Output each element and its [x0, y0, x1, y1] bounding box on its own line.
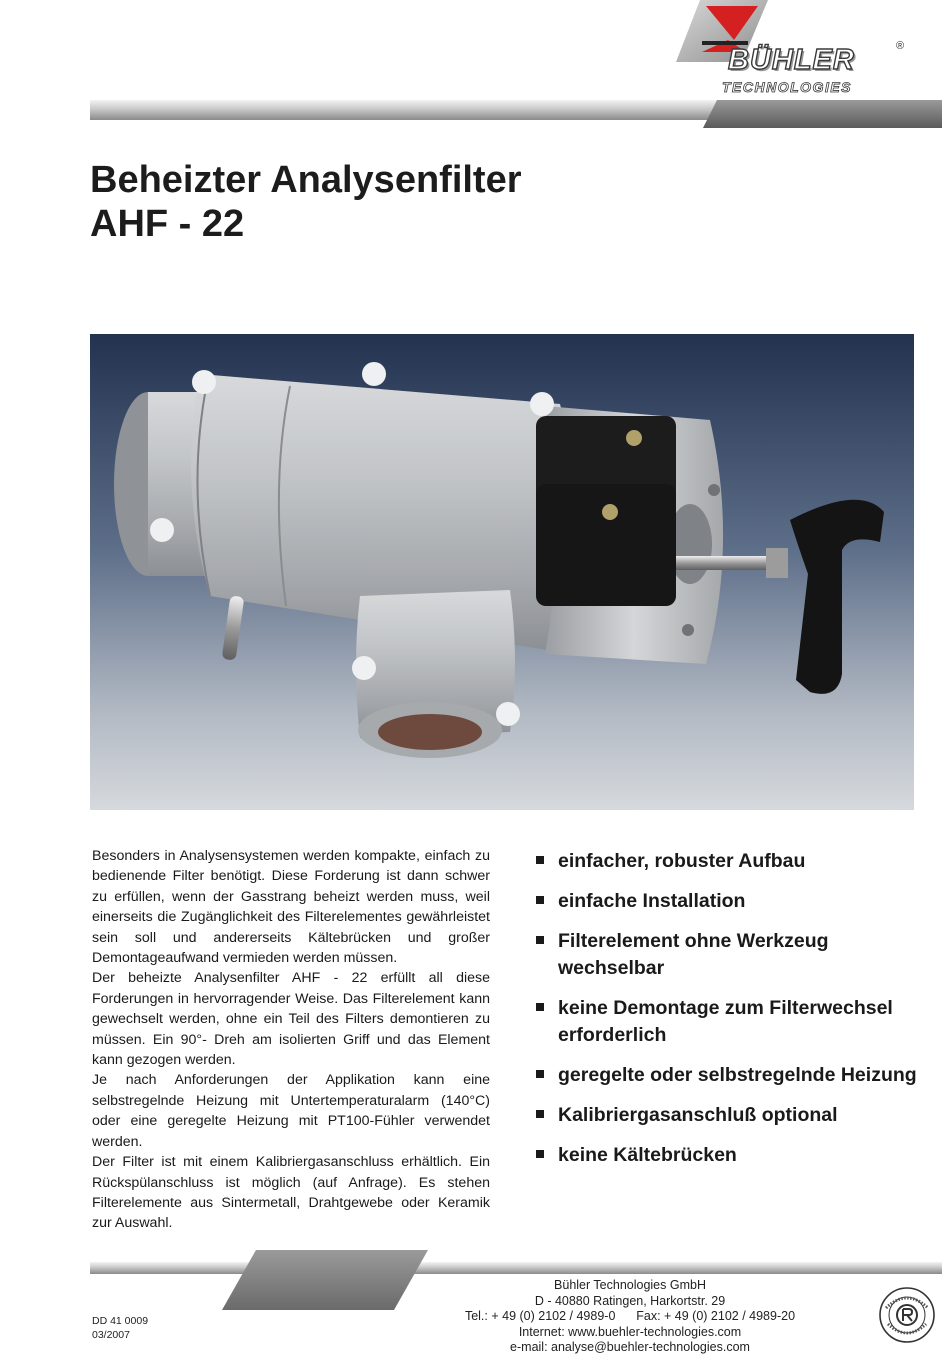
feature-item: [536, 995, 936, 1049]
description-text: [92, 846, 490, 1234]
company-phone-fax: Tel.: + 49 (0) 2102 / 4989-0 Fax: + 49 (0) 2102 / 4989-20: [464, 1309, 796, 1324]
quality-seal-icon: [878, 1286, 936, 1344]
square-bullet-icon: [536, 1003, 544, 1011]
company-website: Internet: www.buehler-technologies.com: [518, 1324, 742, 1339]
feature-text: keine Demontage zum Filterwechsel erforderlich: [558, 997, 893, 1046]
square-bullet-icon: [536, 936, 544, 944]
company-street: D - 40880 Ratingen, Harkortstr. 29: [534, 1293, 726, 1308]
description-paragraph: Besonders in Analysensystemen werden kompakte, einfach zu bedienende Filter benötigt. Diese Forderung ist dann schwer zu erfüllen, wenn der Gasstrang beheizt werden muss, weil einerseits die Zugänglichkeit des Filterelementes gewährleistet sein soll und andererseits Kältebrücken und großer Demontageaufwand vermieden werden müssen.: [92, 848, 490, 967]
document-info: [92, 1314, 148, 1342]
company-name: Bühler Technologies GmbH: [554, 1278, 706, 1292]
feature-text: einfache Installation: [558, 890, 746, 912]
description-paragraph: Der beheizte Analysenfilter AHF - 22 erfüllt all diese Forderungen in hervorragender Weise. Das Filterelement kann gewechselt werden, ohne ein Teil des Filters demontieren zu müssen. Ein 90°- Dreh am isolierten Griff und das Element kann gezogen werden.: [92, 970, 490, 1069]
title-line-1: Beheizter Analysenfilter: [90, 159, 522, 201]
registered-mark: ®: [896, 40, 905, 52]
description-paragraph: Je nach Anforderungen der Applikation kann eine selbstregelnde Heizung mit Untertemperaturalarm (140°C) oder eine geregelte Heizung mit PT100-Fühler verwendet werden.: [92, 1072, 490, 1150]
feature-text: keine Kältebrücken: [558, 1144, 737, 1166]
feature-item: [536, 888, 936, 915]
brand-name: BÜHLER: [728, 44, 855, 76]
square-bullet-icon: [536, 856, 544, 864]
document-number: DD 41 0009: [92, 1315, 149, 1327]
feature-text: Filterelement ohne Werkzeug wechselbar: [558, 930, 829, 979]
feature-text: einfacher, robuster Aufbau: [558, 850, 806, 872]
footer-band-accent: [222, 1250, 428, 1310]
header-band-accent: [703, 100, 942, 128]
company-email: e-mail: analyse@buehler-technologies.com: [510, 1340, 750, 1355]
square-bullet-icon: [536, 1150, 544, 1158]
square-bullet-icon: [536, 896, 544, 904]
feature-text: Kalibriergasanschluß optional: [558, 1104, 838, 1126]
feature-item: [536, 1142, 936, 1169]
feature-item: [536, 928, 936, 982]
square-bullet-icon: [536, 1070, 544, 1078]
document-date: 03/2007: [92, 1329, 130, 1341]
description-paragraph: Der Filter ist mit einem Kalibriergasanschluss erhältlich. Ein Rückspülanschluss ist möglich (auf Anfrage). Es stehen Filterelemente aus Sintermetall, Drahtgewebe oder Keramik zur Auswahl.: [92, 1154, 490, 1232]
company-address: [420, 1278, 840, 1356]
feature-item: [536, 1102, 936, 1129]
feature-list: [536, 848, 936, 1182]
footer-band: [90, 1262, 942, 1274]
square-bullet-icon: [536, 1110, 544, 1118]
feature-item: [536, 848, 936, 875]
feature-text: geregelte oder selbstregelnde Heizung: [558, 1064, 917, 1086]
feature-item: [536, 1062, 936, 1089]
product-photo: [90, 334, 914, 810]
page-title: [90, 158, 522, 246]
title-line-2: AHF - 22: [90, 203, 245, 245]
brand-subtitle: TECHNOLOGIES: [722, 79, 853, 95]
